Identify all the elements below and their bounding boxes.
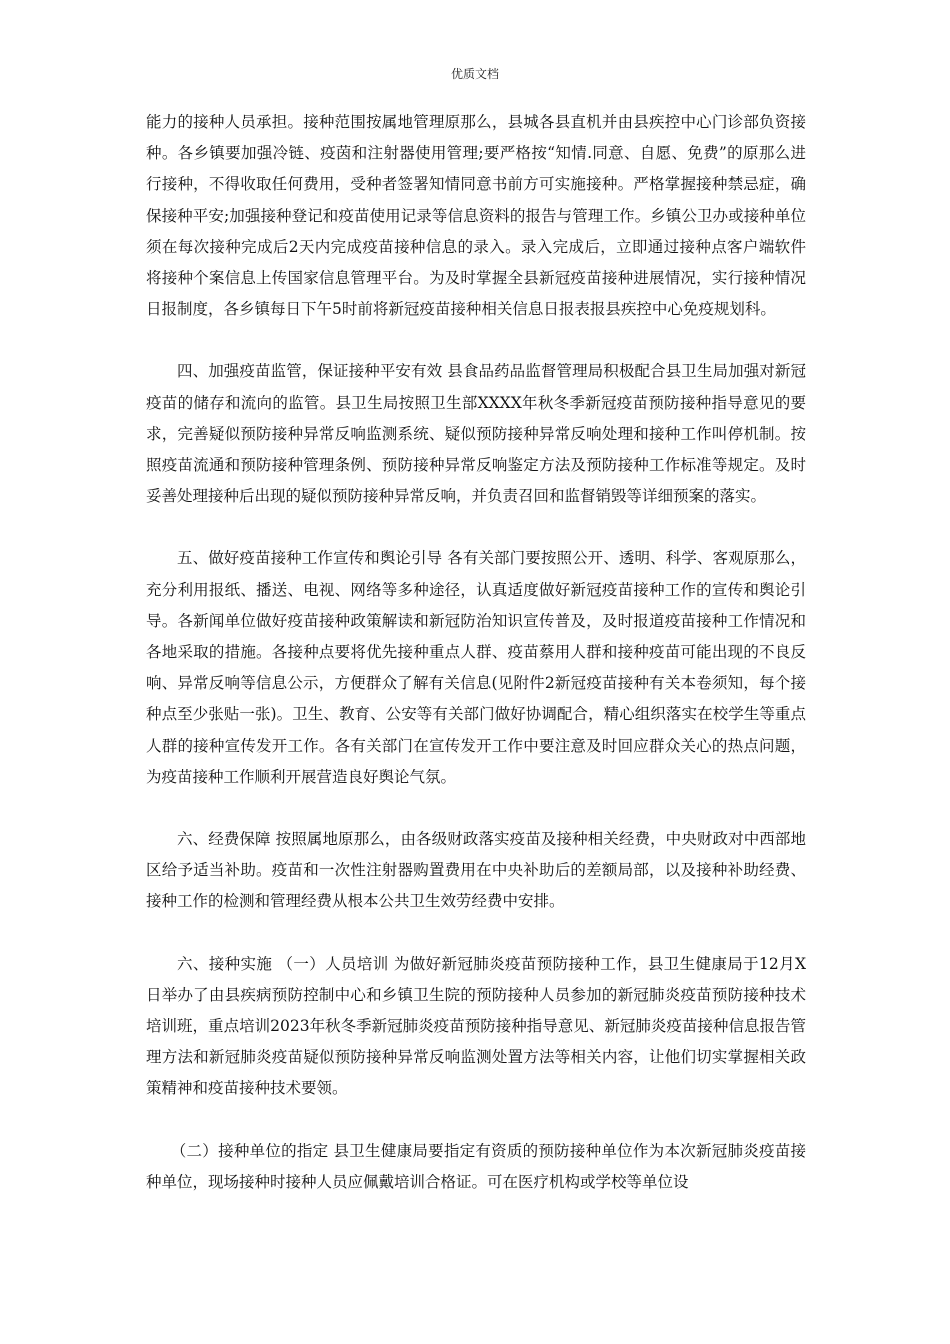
paragraph-gap	[146, 918, 806, 949]
paragraph-gap	[146, 325, 806, 356]
paragraph-gap	[146, 793, 806, 824]
paragraph-vaccine-supervision: 四、加强疫苗监管，保证接种平安有效 县食品药品监督管理局积极配合县卫生局加强对新冠疫苗的储存和流向的监管。县卫生局按照卫生部XXXX年秋冬季新冠疫苗预防接种指导意见的要求，完善疑似预防接种异常反响监测系统、疑似预防接种异常反响处理和接种工作叫停机制。按照疫苗流通和预防接种管理条例、预防接种异常反响鉴定方法及预防接种工作标准等规定。及时妥善处理接种后出现的疑似预防接种异常反响，并负责召回和监督销毁等详细预案的落实。	[146, 362, 806, 506]
paragraph-implementation: 六、接种实施 （一）人员培训 为做好新冠肺炎疫苗预防接种工作，县卫生健康局于12月X日举办了由县疾病预防控制中心和乡镇卫生院的预防接种人员参加的新冠肺炎疫苗预防接种技术培训班，重点培训2023年秋冬季新冠肺炎疫苗预防接种指导意见、新冠肺炎疫苗接种信息报告管理方法和新冠肺炎疫苗疑似预防接种异常反响监测处置方法等相关内容，让他们切实掌握相关政策精神和疫苗接种技术要领。	[146, 954, 806, 1098]
document-body	[146, 107, 806, 1198]
page-header: 优质文档	[450, 67, 499, 81]
paragraph-funding: 六、经费保障 按照属地原那么，由各级财政落实疫苗及接种相关经费，中央财政对中西部地区给予适当补助。疫苗和一次性注射器购置费用在中央补助后的差额局部，以及接种补助经费、接种工作的检测和管理经费从根本公共卫生效劳经费中安排。	[146, 830, 806, 911]
paragraph-gap	[146, 1105, 806, 1136]
paragraph-gap	[146, 512, 806, 543]
paragraph-continuation: 能力的接种人员承担。接种范围按属地管理原那么，县城各县直机并由县疾控中心门诊部负资接种。各乡镇要加强冷链、疫茵和注射器使用管理;要严格按“知情.同意、自愿、免费”的原那么进行接种，不得收取任何费用，受种者签署知情同意书前方可实施接种。严格掌握接种禁忌症，确保接种平安;加强接种登记和疫苗使用记录等信息资料的报告与管理工作。乡镇公卫办或接种单位须在每次接种完成后2天内完成疫苗接种信息的录入。录入完成后，立即通过接种点客户端软件将接种个案信息上传国家信息管理平台。为及时掌握全县新冠疫苗接种进展情况，实行接种情况日报制度，各乡镇每日下午5时前将新冠疫苗接种相关信息日报表报县疾控中心免疫规划科。	[146, 113, 806, 319]
paragraph-designation: （二）接种单位的指定 县卫生健康局要指定有资质的预防接种单位作为本次新冠肺炎疫苗接种单位，现场接种时接种人员应佩戴培训合格证。可在医疗机构或学校等单位设	[146, 1141, 806, 1191]
paragraph-publicity: 五、做好疫苗接种工作宣传和舆论引导 各有关部门要按照公开、透明、科学、客观原那么，充分利用报纸、播送、电视、网络等多种途径，认真适度做好新冠疫苗接种工作的宣传和舆论引导。各新闻单位做好疫苗接种政策解读和新冠防治知识宣传普及，及时报道疫苗接种工作情况和各地采取的措施。各接种点要将优先接种重点人群、疫苗蔡用人群和接种疫苗可能出现的不良反响、异常反响等信息公示，方便群众了解有关信息(见附件2新冠疫苗接种有关本卷须知，每个接种点至少张贴一张)。卫生、教育、公安等有关部门做好协调配合，精心组织落实在校学生等重点人群的接种宣传发开工作。各有关部门在宣传发开工作中要注意及时回应群众关心的热点问题，为疫苗接种工作顺利开展营造良好舆论气氛。	[146, 549, 806, 786]
